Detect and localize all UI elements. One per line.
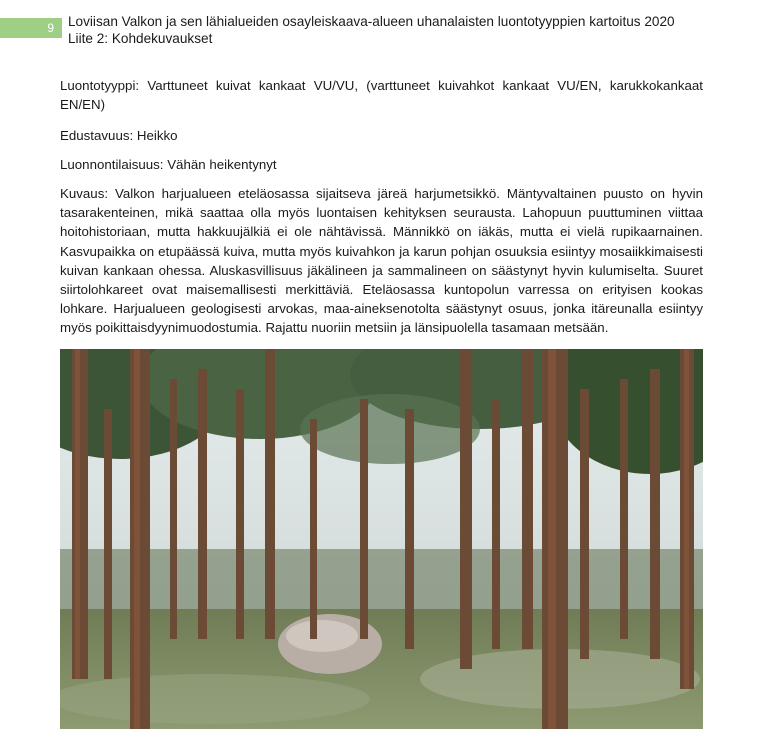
forest-photo <box>60 349 703 729</box>
header-title: Loviisan Valkon ja sen lähialueiden osayleiskaava-alueen uhanalaisten luontotyyppien kartoitus 2020 <box>68 14 675 29</box>
luonnontilaisuus-paragraph: Luonnontilaisuus: Vähän heikentynyt <box>60 157 277 172</box>
page-number-badge: 9 <box>0 18 62 38</box>
forest-photo-illustration <box>60 349 703 729</box>
header-subtitle: Liite 2: Kohdekuvaukset <box>68 31 213 46</box>
luontotyyppi-paragraph: Luontotyyppi: Varttuneet kuivat kankaat VU/VU, (varttuneet kuivahkot kankaat VU/EN, karukkokankaat EN/EN) <box>60 78 703 113</box>
edustavuus-paragraph: Edustavuus: Heikko <box>60 128 178 143</box>
kuvaus-paragraph: Kuvaus: Valkon harjualueen eteläosassa sijaitseva järeä harjumetsikkö. Mäntyvaltainen puusto on hyvin tasarakenteinen, mikä saattaa olla myös luontaisen kehityksen seurausta. Lahopuun puuttuminen viittaa hoitohistoriaan, mutta hakkuujälkiä ei ole nähtävissä. Männikkö on iäkäs, mutta ei vielä rupikaarnainen. Kasvupaikka on etupäässä kuiva, mutta myös kuivahkon ja karun pohjan osuuksia esiintyy mosaiikkimaisesti kuivan kankaan ohessa. Aluskasvillisuus jäkälineen ja sammalineen on säästynyt hyvin kulumiselta. Suuret siirtolohkareet ovat maisemallisesti merkittäviä. Eteläosassa kuntopolun varressa on erityisen kookas lohkare. Harjualueen geologisesti arvokas, maa-aineksenotolta säästynyt osuus, jonka itäreunalla esiintyy myös poikittaisdyynimuodostumia. Rajattu nuoriin metsiin ja länsipuolella tasamaan metsään. <box>60 186 703 336</box>
